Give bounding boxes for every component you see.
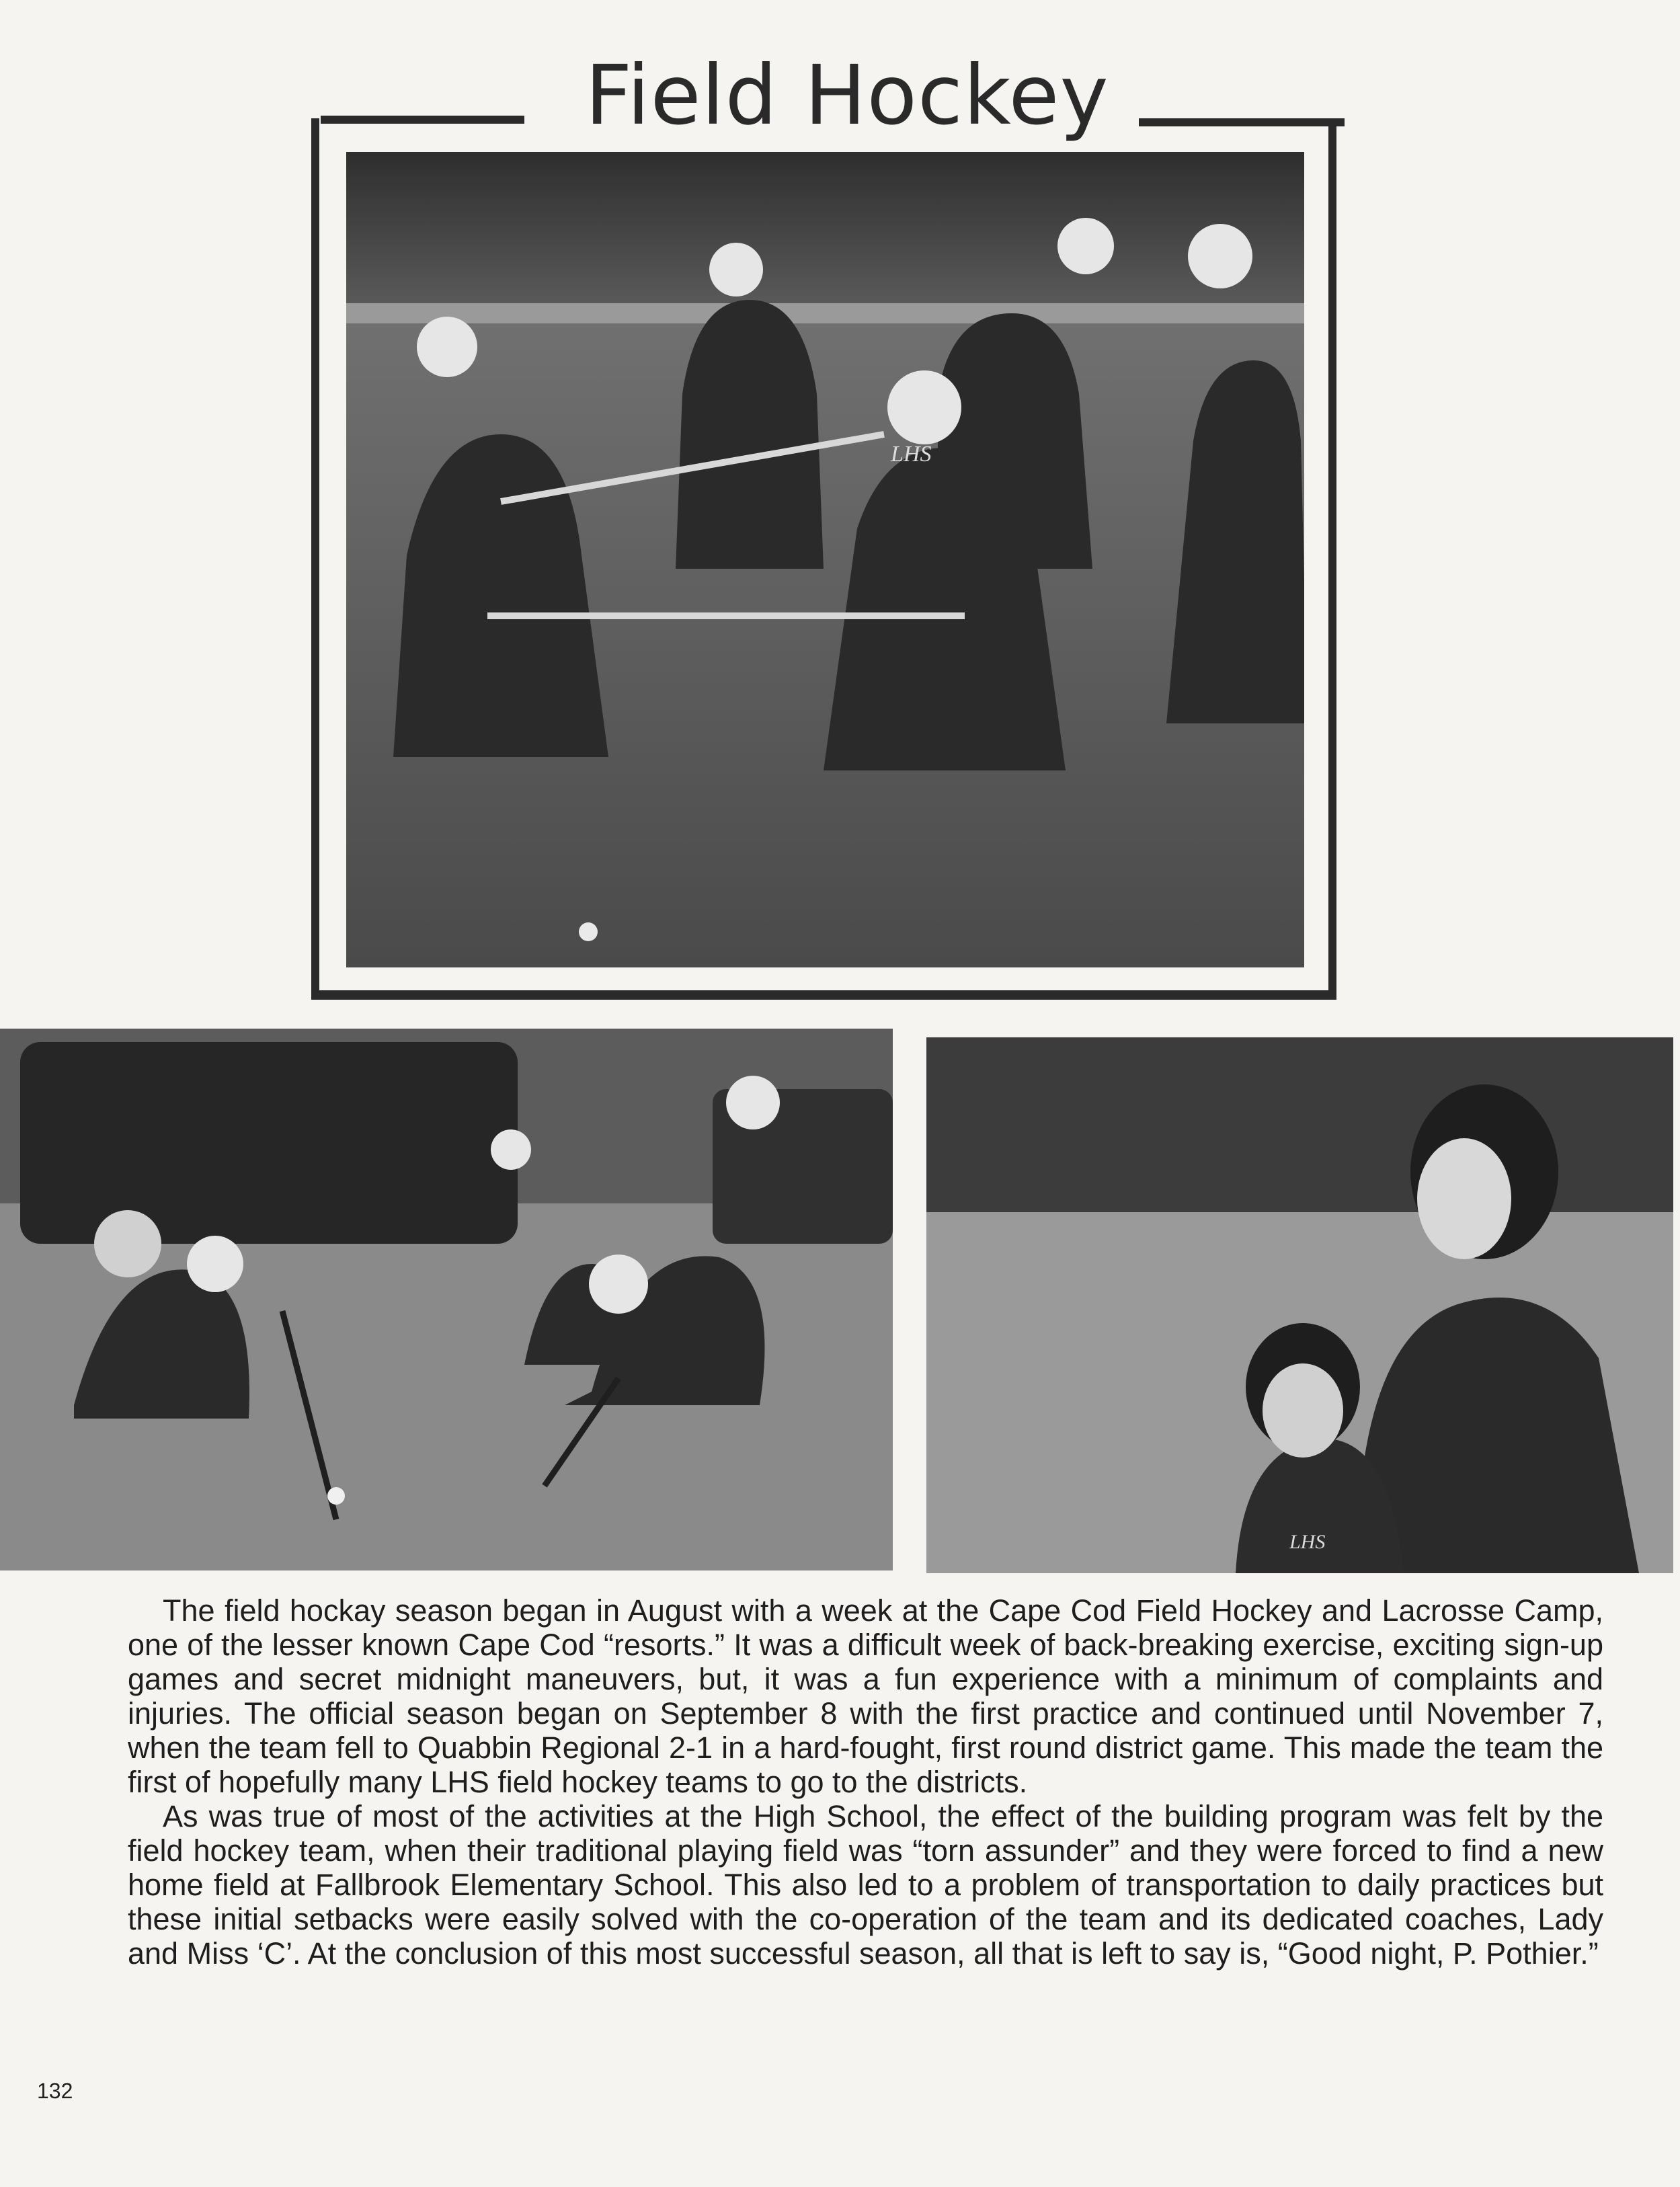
paragraph: As was true of most of the activities at the High School, the effect of the building program was felt by the field hockey team, when their traditional playing field was “torn assunder” and they were forced to find a new home field at Fallbrook Elementary School. This also led to a problem of transportation to daily practices but these initial setbacks were easily solved with the co-operation of the team and its dedicated coaches, Lady and Miss ‘C’. At the conclusion of this most successful season, all that is left to say is, “Good night, P. Pothier.” xyxy=(128,1799,1603,1971)
main-photo xyxy=(346,152,1304,967)
article-body xyxy=(128,1593,1603,1971)
main-photo-image xyxy=(346,152,1304,967)
bottom-left-photo xyxy=(0,1029,893,1570)
paragraph: The field hockay season began in August with a week at the Cape Cod Field Hockey and Lacrosse Camp, one of the lesser known Cape Cod “resorts.” It was a difficult week of back-breaking exercise, exciting sign-up games and secret midnight maneuvers, but, it was a fun experience with a minimum of complaints and injuries. The official season began on September 8 with the first practice and continued until November 7, when the team fell to Quabbin Regional 2-1 in a hard-fought, first round district game. This made the team the first of hopefully many LHS field hockey teams to go to the districts. xyxy=(128,1593,1603,1799)
bottom-right-photo xyxy=(926,1037,1673,1573)
jersey-label: LHS xyxy=(891,442,932,467)
bottom-left-photo-image xyxy=(0,1029,893,1570)
bottom-right-photo-image xyxy=(926,1037,1673,1573)
page-number: 132 xyxy=(37,2079,73,2103)
jersey-label: LHS xyxy=(1289,1531,1326,1553)
page-title: Field Hockey xyxy=(585,48,1109,143)
